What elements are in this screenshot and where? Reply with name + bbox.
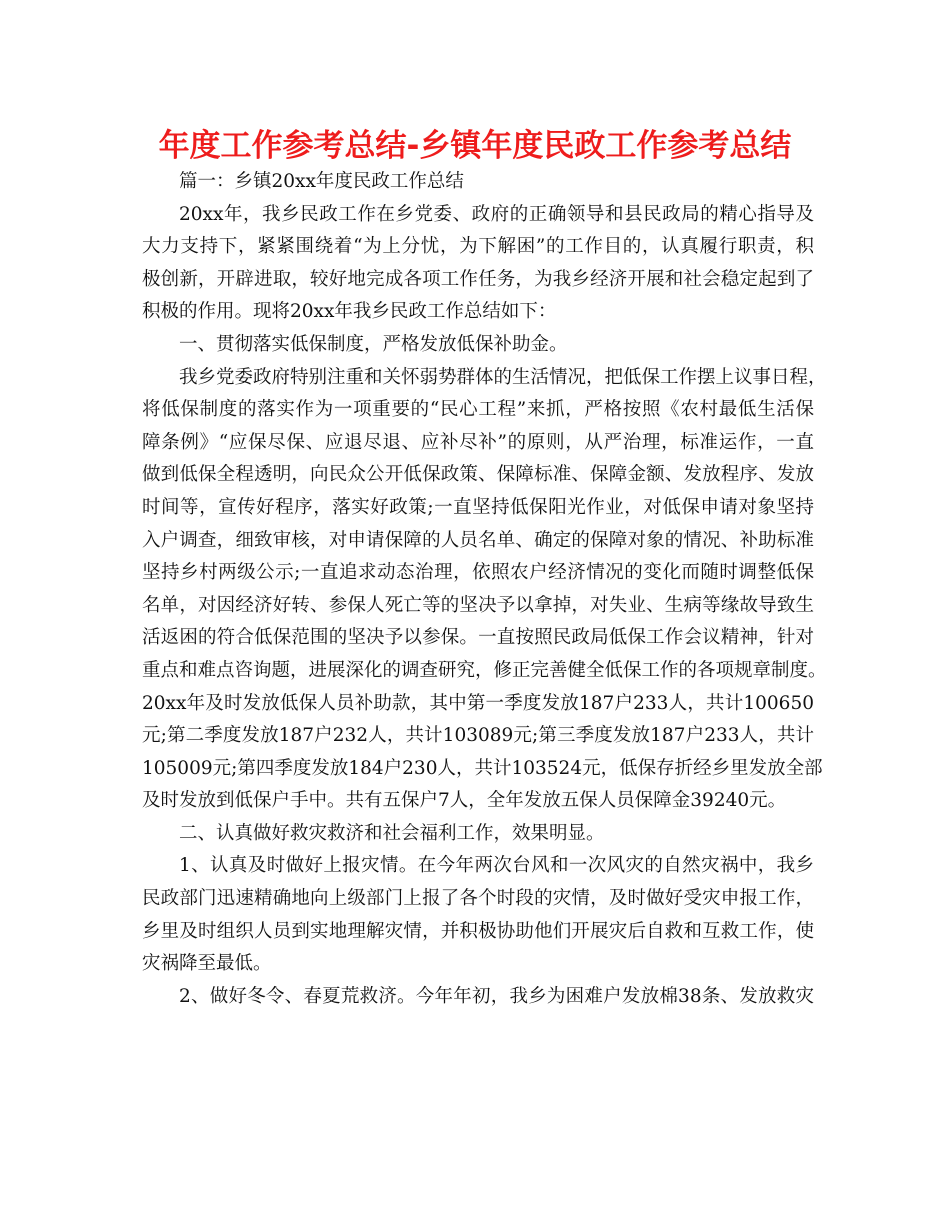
text-line: 活返困的符合低保范围的坚决予以参保。一直按照民政局低保工作会议精神，针对: [142, 627, 814, 649]
text-line: 一、贯彻落实低保制度，严格发放低保补助金。: [179, 333, 568, 355]
text-line: 将低保制度的落实作为一项重要的“民心工程”来抓，严格按照《农村最低生活保: [142, 399, 814, 421]
text-line: 2、做好冬令、春夏荒救济。今年年初，我乡为困难户发放棉38条、发放救灾: [179, 985, 814, 1007]
text-line: 20xx年及时发放低保人员补助款，其中第一季度发放187户233人，共计100650: [142, 692, 814, 714]
text-line: 二、认真做好救灾救济和社会福利工作，效果明显。: [179, 822, 605, 844]
text-line: 名单，对因经济好转、参保人死亡等的坚决予以拿掉，对失业、生病等缘故导致生: [142, 594, 814, 616]
text-line: 1、认真及时做好上报灾情。在今年两次台风和一次风灾的自然灾祸中，我乡: [179, 855, 814, 877]
text-line: 障条例》“应保尽保、应退尽退、应补尽补”的原则，从严治理，标准运作，一直: [142, 431, 814, 453]
text-line: 我乡党委政府特别注重和关怀弱势群体的生活情况，把低保工作摆上议事日程，: [179, 366, 827, 388]
document-body: [142, 166, 827, 1013]
text-line: 重点和难点咨询题，进展深化的调查研究，修正完善健全低保工作的各项规章制度。: [142, 659, 827, 681]
text-line: 灾祸降至最低。: [142, 953, 272, 975]
text-line: 乡里及时组织人员到实地理解灾情，并积极协助他们开展灾后自救和互救工作，使: [142, 920, 814, 942]
text-line: 大力支持下，紧紧围绕着“为上分忧，为下解困”的工作目的，认真履行职责，积: [142, 236, 814, 258]
text-line: 做到低保全程透明，向民众公开低保政策、保障标准、保障金额、发放程序、发放: [142, 464, 814, 486]
text-line: 坚持乡村两级公示;一直追求动态治理，依照农户经济情况的变化而随时调整低保: [142, 562, 814, 584]
text-line: 民政部门迅速精确地向上级部门上报了各个时段的灾情，及时做好受灾申报工作，: [142, 888, 814, 910]
text-line: 20xx年，我乡民政工作在乡党委、政府的正确领导和县民政局的精心指导及: [179, 203, 814, 225]
text-line: 积极的作用。现将20xx年我乡民政工作总结如下：: [142, 301, 557, 323]
text-line: 105009元;第四季度发放184户230人，共计103524元，低保存折经乡里发放全部: [142, 757, 823, 779]
text-line: 及时发放到低保户手中。共有五保户7人，全年发放五保人员保障金39240元。: [142, 790, 787, 812]
text-line: 极创新，开辟进取，较好地完成各项工作任务，为我乡经济开展和社会稳定起到了: [142, 268, 814, 290]
text-line: 元;第二季度发放187户232人，共计103089元;第三季度发放187户233人，共计: [142, 725, 814, 747]
text-line: 入户调查，细致审核，对申请保障的人员名单、确定的保障对象的情况、补助标准: [142, 529, 814, 551]
text-line: 时间等，宣传好程序，落实好政策;一直坚持低保阳光作业，对低保申请对象坚持: [142, 496, 814, 518]
document-title: 年度工作参考总结-乡镇年度民政工作参考总结: [158, 128, 792, 164]
text-line: 篇一：乡镇20xx年度民政工作总结: [179, 171, 464, 192]
